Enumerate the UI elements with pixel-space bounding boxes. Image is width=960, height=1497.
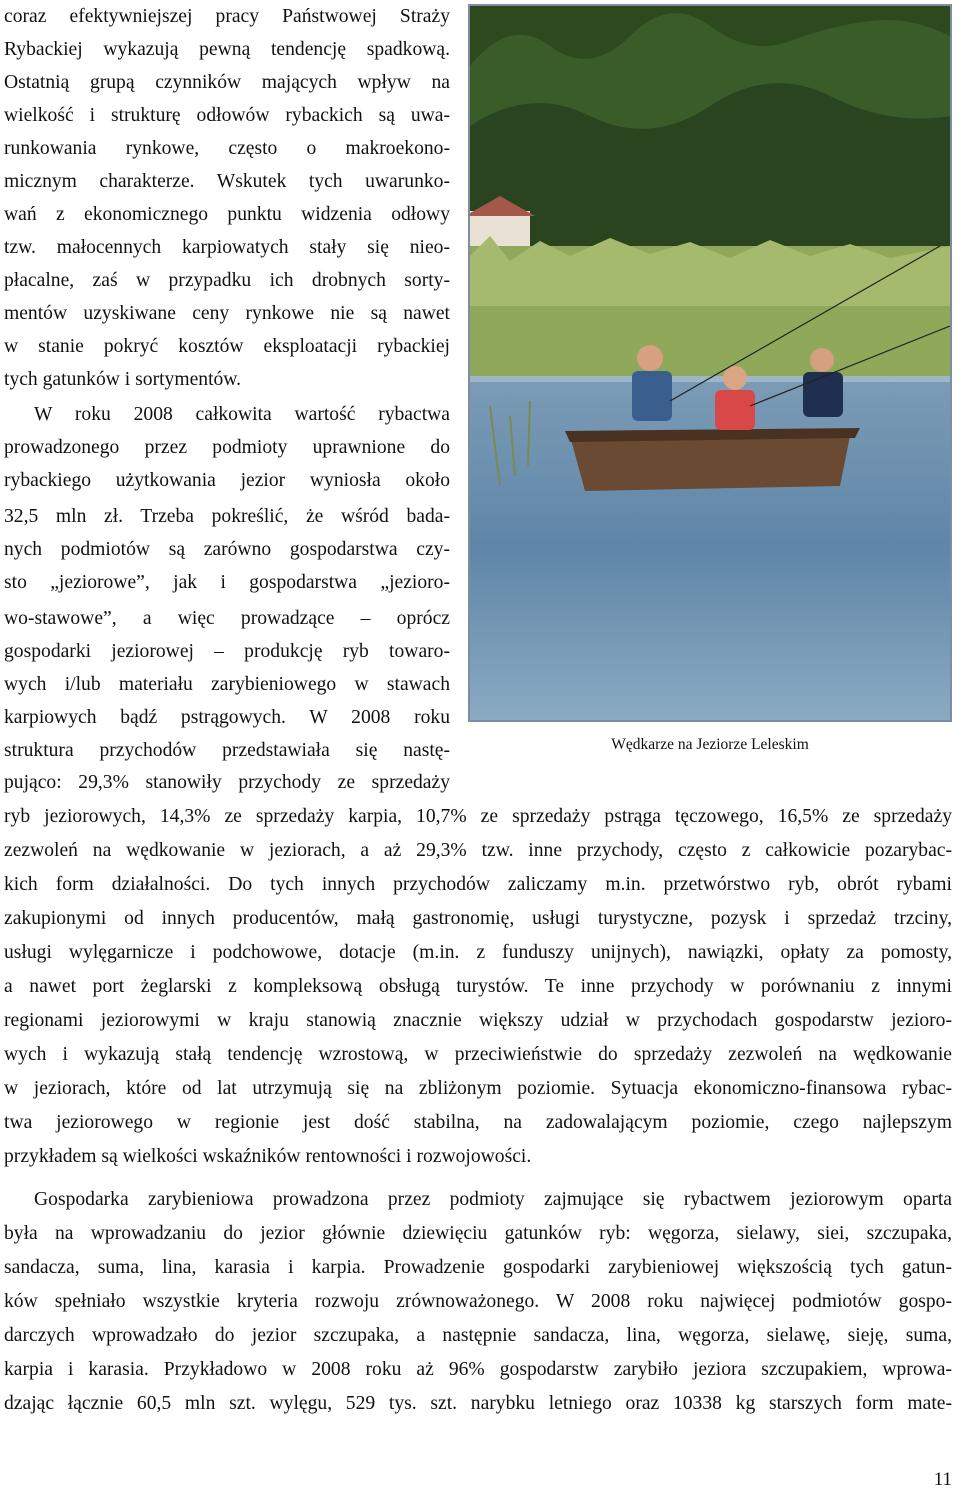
text-line: mentów uzyskiwane ceny rynkowe nie są nawet bbox=[4, 303, 450, 324]
text-line: przykładem są wielkości wskaźników rentowności i rozwojowości. bbox=[4, 1146, 532, 1167]
text-line: wych i wykazują stałą tendencję wzrostową, w przeciwieństwie do sprzedaży zezwoleń na wędkowanie bbox=[4, 1044, 952, 1065]
text-line: w stanie pokryć kosztów eksploatacji rybackiej bbox=[4, 336, 450, 357]
text-line: wań z ekonomicznego punktu widzenia odłowy bbox=[4, 204, 450, 225]
text-line: prowadzonego przez podmioty uprawnione do bbox=[4, 437, 450, 458]
text-line: zezwoleń na wędkowanie w jeziorach, a aż 29,3% tzw. inne przychody, często z całkowicie pozarybac- bbox=[4, 840, 952, 861]
text-line: micznym charakterze. Wskutek tych uwarunko- bbox=[4, 171, 450, 192]
text-line: sto „jeziorowe”, jak i gospodarstwa „jezioro- bbox=[4, 572, 450, 593]
text-line: gospodarki jeziorowej – produkcję ryb towaro- bbox=[4, 641, 450, 662]
text-line-indent: W roku 2008 całkowita wartość rybactwa bbox=[34, 404, 450, 425]
text-line: runkowania rynkowe, często o makroekono- bbox=[4, 138, 450, 159]
text-line: wych i/lub materiału zarybieniowego w stawach bbox=[4, 674, 450, 695]
text-line: karpia i karasia. Przykładowo w 2008 roku aż 96% gospodarstw zarybiło jeziora szczupakiem, wprowa- bbox=[4, 1359, 952, 1380]
text-line: w jeziorach, które od lat utrzymują się na zbliżonym poziomie. Sytuacja ekonomiczno-finansowa rybac- bbox=[4, 1078, 952, 1099]
page-number: 11 bbox=[933, 1469, 952, 1490]
lake-photo-illustration bbox=[470, 6, 950, 720]
text-line: 32,5 mln zł. Trzeba pokreślić, że wśród bada- bbox=[4, 506, 450, 527]
text-line: dzając łącznie 60,5 mln szt. wylęgu, 529 tys. szt. narybku letniego oraz 10338 kg starszych form mate- bbox=[4, 1393, 952, 1414]
text-line: Ostatnią grupą czynników mających wpływ na bbox=[4, 72, 450, 93]
text-line: była na wprowadzaniu do jezior głównie dziewięciu gatunków ryb: węgorza, sielawy, siei, szczupaka, bbox=[4, 1223, 952, 1244]
text-line: a nawet port żeglarski z kompleksową obsługą turystów. Te inne przychody w porównaniu z innymi bbox=[4, 976, 952, 997]
text-line: wo-stawowe”, a więc prowadzące – oprócz bbox=[4, 608, 450, 629]
text-line: tych gatunków i sortymentów. bbox=[4, 369, 242, 390]
text-line: kich form działalności. Do tych innych przychodów zaliczamy m.in. przetwórstwo ryb, obrót rybami bbox=[4, 874, 952, 895]
text-line: regionami jeziorowymi w kraju stanowią znacznie większy udział w przychodach gospodarstw jeziоro- bbox=[4, 1010, 952, 1031]
text-line: ryb jeziorowych, 14,3% ze sprzedaży karpia, 10,7% ze sprzedaży pstrąga tęczowego, 16,5% ze sprzedaży bbox=[4, 806, 952, 827]
text-line: pująco: 29,3% stanowiły przychody ze sprzedaży bbox=[4, 772, 450, 793]
text-line: karpiowych bądź pstrągowych. W 2008 roku bbox=[4, 707, 450, 728]
text-line: darczych wprowadzało do jezior szczupaka, a następnie sandacza, lina, węgorza, sielawę, sieję, suma, bbox=[4, 1325, 952, 1346]
text-line: płacalne, zaś w przypadku ich drobnych sorty- bbox=[4, 270, 450, 291]
text-line: usługi wylęgarnicze i podchowowe, dotacje (m.in. z funduszy unijnych), nawiązki, opłaty za pomosty, bbox=[4, 942, 952, 963]
text-line: nych podmiotów są zarówno gospodarstwa czy- bbox=[4, 539, 450, 560]
text-line: sandacza, suma, lina, karasia i karpia. Prowadzenie gospodarki zarybieniowej większością tych gatun- bbox=[4, 1257, 952, 1278]
text-line: Rybackiej wykazują pewną tendencję spadkową. bbox=[4, 39, 450, 60]
photo-anglers-on-lake bbox=[468, 4, 952, 722]
text-line: coraz efektywniejszej pracy Państwowej Straży bbox=[4, 6, 450, 27]
photo-caption: Wędkarze na Jeziorze Leleskim bbox=[611, 736, 809, 753]
text-line: tzw. małocennych karpiowatych stały się nieo- bbox=[4, 237, 450, 258]
text-line: struktura przychodów przedstawiała się nastę- bbox=[4, 740, 450, 761]
text-line: rybackiego użytkowania jezior wyniosła około bbox=[4, 470, 450, 491]
text-line: ków spełniało wszystkie kryteria rozwoju zrównoważonego. W 2008 roku najwięcej podmiotów gospo- bbox=[4, 1291, 952, 1312]
text-line: zakupionymi od innych producentów, małą gastronomię, usługi turystyczne, pozysk i sprzedaż trzciny, bbox=[4, 908, 952, 929]
text-line: wielkość i strukturę odłowów rybackich są uwa- bbox=[4, 105, 450, 126]
text-line-indent: Gospodarka zarybieniowa prowadzona przez podmioty zajmujące się rybactwem jeziorowym oparta bbox=[34, 1189, 952, 1210]
text-line: twa jeziorowego w regionie jest dość stabilna, na zadowalającym poziomie, czego najlepszym bbox=[4, 1112, 952, 1133]
